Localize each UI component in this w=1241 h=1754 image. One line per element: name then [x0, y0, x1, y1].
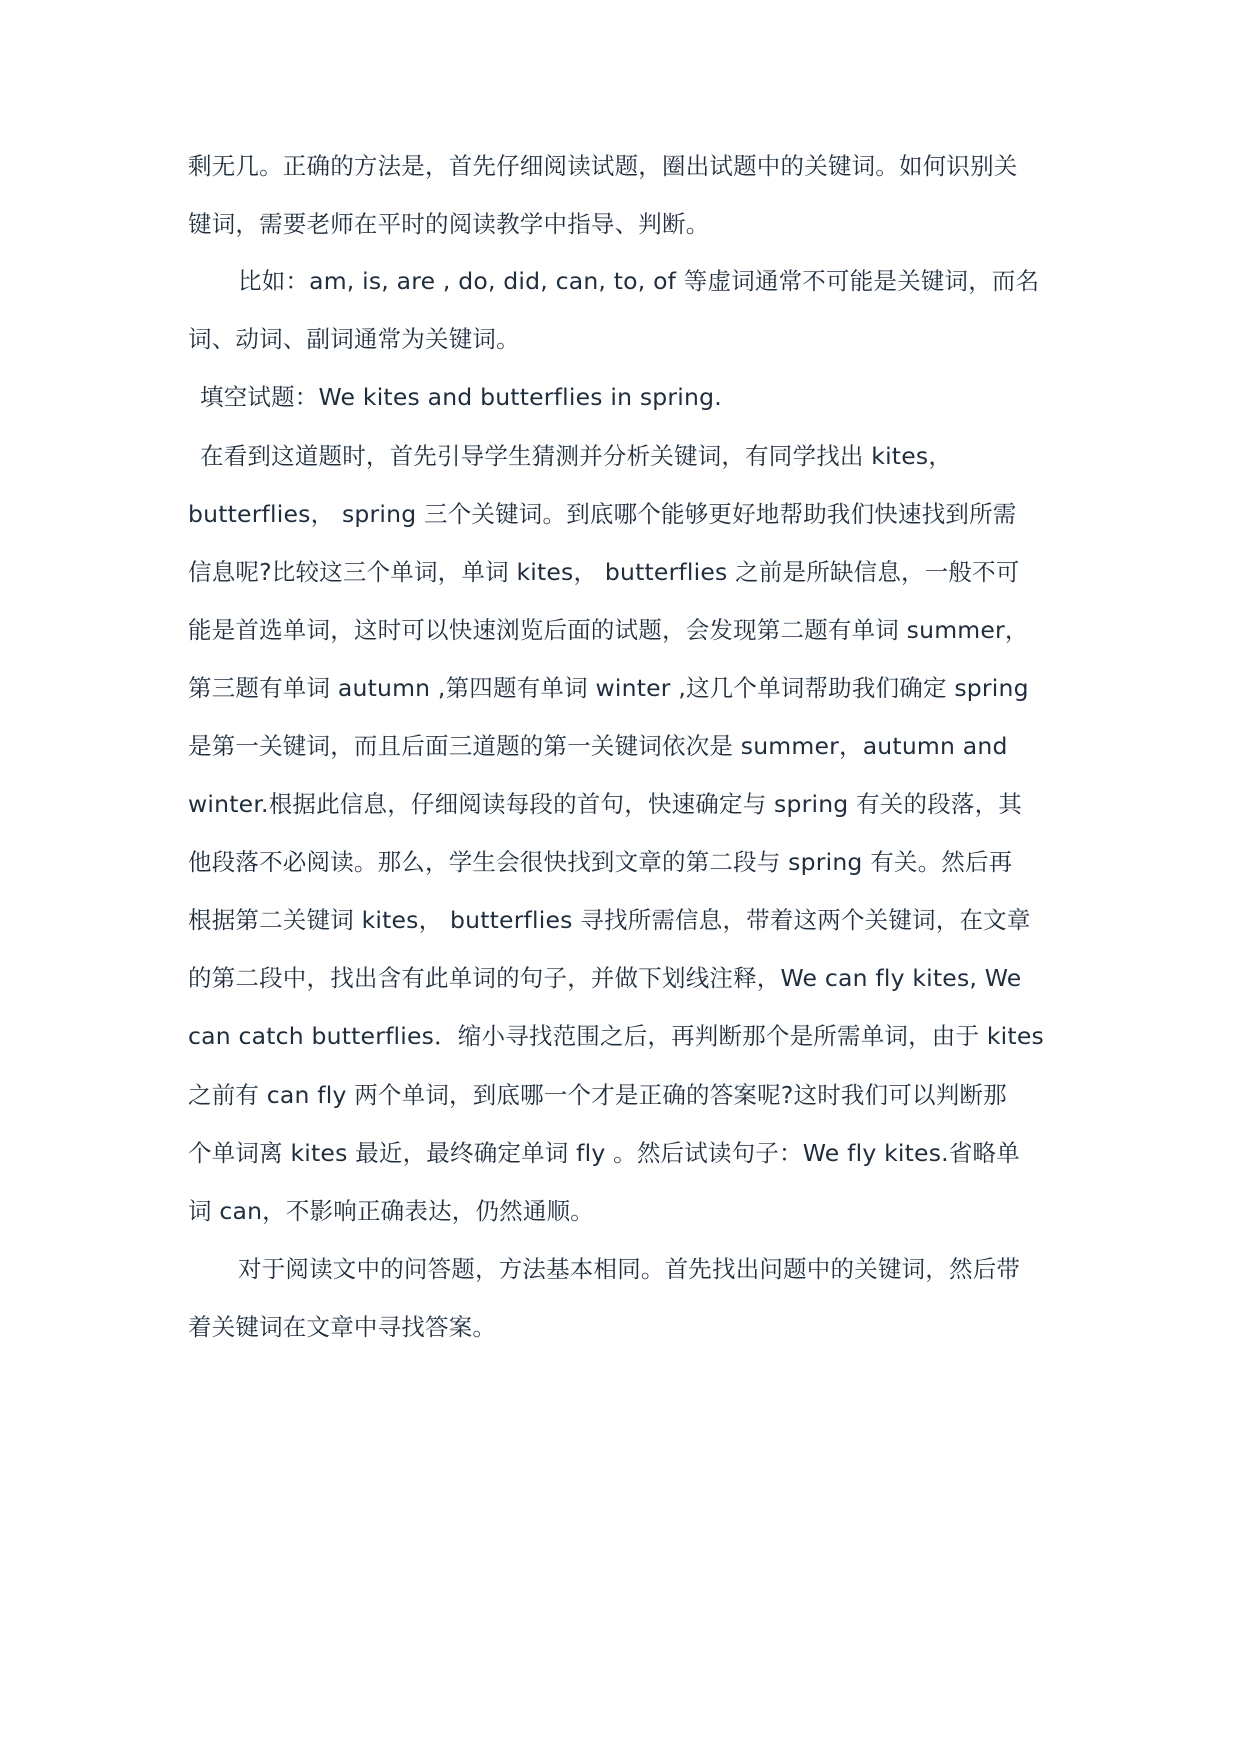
text-line: 剩无几。正确的方法是，首先仔细阅读试题，圈出试题中的关键词。如何识别关 — [188, 152, 1018, 180]
text-line: 词 can，不影响正确表达，仍然通顺。 — [188, 1197, 594, 1225]
text-line: butterflies， spring 三个关键词。到底哪个能够更好地帮助我们快速找到所需 — [188, 500, 1017, 528]
text-line: 键词，需要老师在平时的阅读教学中指导、判断。 — [188, 210, 710, 238]
text-line: 比如：am, is, are , do, did, can, to, of 等虚词通常不可能是关键词，而名 — [238, 267, 1040, 295]
text-line: 他段落不必阅读。那么，学生会很快找到文章的第二段与 spring 有关。然后再 — [188, 848, 1013, 876]
text-line: 根据第二关键词 kites， butterflies 寻找所需信息，带着这两个关键词，在文章 — [188, 906, 1031, 934]
text-line: winter.根据此信息，仔细阅读每段的首句，快速确定与 spring 有关的段落，其 — [188, 790, 1022, 818]
text-line: 着关键词在文章中寻找答案。 — [188, 1313, 497, 1341]
text-line: 信息呢?比较这三个单词，单词 kites， butterflies 之前是所缺信息，一般不可 — [188, 558, 1020, 586]
text-line: 词、动词、副词通常为关键词。 — [188, 325, 520, 353]
text-line: 对于阅读文中的问答题，方法基本相同。首先找出问题中的关键词，然后带 — [238, 1255, 1021, 1283]
text-line: 的第二段中，找出含有此单词的句子，并做下划线注释，We can fly kites, We — [188, 964, 1022, 992]
text-line: 个单词离 kites 最近，最终确定单词 fly 。然后试读句子：We fly kites.省略单 — [188, 1139, 1020, 1167]
text-line: 填空试题：We kites and butterflies in spring. — [200, 383, 722, 411]
text-line: can catch butterflies．缩小寻找范围之后，再判断那个是所需单词，由于 kites — [188, 1022, 1044, 1050]
text-line: 第三题有单词 autumn ,第四题有单词 winter ,这几个单词帮助我们确定 spring — [188, 674, 1029, 702]
text-line: 能是首选单词，这时可以快速浏览后面的试题，会发现第二题有单词 summer， — [188, 616, 1029, 644]
text-line: 是第一关键词，而且后面三道题的第一关键词依次是 summer，autumn and — [188, 732, 1008, 760]
text-line: 在看到这道题时，首先引导学生猜测并分析关键词，有同学找出 kites， — [200, 442, 953, 470]
text-line: 之前有 can fly 两个单词，到底哪一个才是正确的答案呢?这时我们可以判断那 — [188, 1081, 1007, 1109]
